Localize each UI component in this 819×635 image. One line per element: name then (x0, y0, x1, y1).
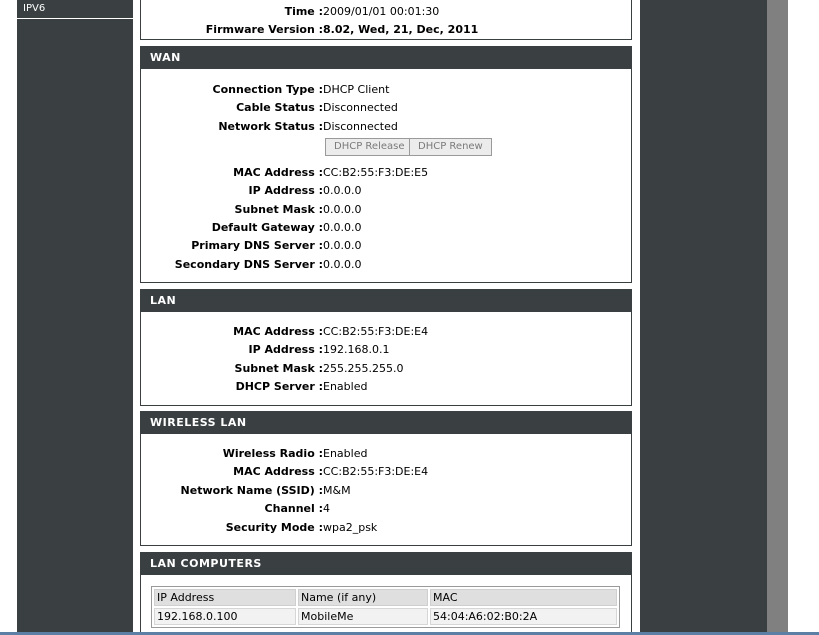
connection-type-label: Connection Type : (212, 83, 323, 96)
lan-ip-label: IP Address : (248, 343, 323, 356)
lan-subnet-value: 255.255.255.0 (323, 362, 404, 375)
wan-subnet-label: Subnet Mask : (234, 203, 323, 216)
wireless-lan-section (140, 411, 632, 546)
network-status-value: Disconnected (323, 120, 398, 133)
status-content (133, 0, 640, 632)
secondary-dns-value: 0.0.0.0 (323, 258, 362, 271)
secondary-dns-label: Secondary DNS Server : (174, 258, 323, 271)
wan-header: WAN (141, 47, 631, 69)
wan-mac-value: CC:B2:55:F3:DE:E5 (323, 166, 429, 179)
dhcp-release-button[interactable]: DHCP Release (325, 138, 413, 156)
wan-gateway-label: Default Gateway : (211, 221, 323, 234)
column-header-ip: IP Address (154, 589, 296, 606)
time-value: 2009/01/01 00:01:30 (323, 5, 440, 18)
left-navigation (17, 0, 133, 632)
general-section (140, 0, 632, 40)
cell-name: MobileMe (298, 608, 428, 625)
firmware-label: Firmware Version : (205, 23, 323, 36)
ssid-label: Network Name (SSID) : (180, 484, 323, 497)
right-panel (640, 0, 767, 632)
table-header-row (154, 589, 617, 606)
firmware-value: 8.02, Wed, 21, Dec, 2011 (323, 23, 479, 36)
wan-gateway-value: 0.0.0.0 (323, 221, 362, 234)
right-gray-bar (767, 0, 788, 632)
wan-mac-label: MAC Address : (233, 166, 323, 179)
wireless-lan-header: WIRELESS LAN (141, 412, 631, 434)
primary-dns-label: Primary DNS Server : (191, 239, 323, 252)
cable-status-value: Disconnected (323, 101, 398, 114)
wireless-radio-value: Enabled (323, 447, 368, 460)
nav-item-ipv6[interactable]: IPV6 (17, 0, 133, 19)
lan-mac-value: CC:B2:55:F3:DE:E4 (323, 325, 429, 338)
cell-mac: 54:04:A6:02:B0:2A (430, 608, 617, 625)
cable-status-label: Cable Status : (236, 101, 323, 114)
lan-computers-section (140, 552, 632, 635)
table-row (154, 608, 617, 625)
lan-header: LAN (141, 290, 631, 312)
wireless-mac-value: CC:B2:55:F3:DE:E4 (323, 465, 429, 478)
security-mode-value: wpa2_psk (323, 521, 378, 534)
lan-section (140, 289, 632, 406)
wan-ip-value: 0.0.0.0 (323, 184, 362, 197)
ssid-value: M&M (323, 484, 351, 497)
lan-ip-value: 192.168.0.1 (323, 343, 390, 356)
time-label: Time : (284, 5, 323, 18)
wireless-radio-label: Wireless Radio : (222, 447, 323, 460)
cell-ip: 192.168.0.100 (154, 608, 296, 625)
security-mode-label: Security Mode : (225, 521, 323, 534)
channel-label: Channel : (264, 502, 323, 515)
channel-value: 4 (323, 502, 330, 515)
lan-subnet-label: Subnet Mask : (234, 362, 323, 375)
primary-dns-value: 0.0.0.0 (323, 239, 362, 252)
dhcp-server-value: Enabled (323, 380, 368, 393)
wan-ip-label: IP Address : (248, 184, 323, 197)
lan-computers-header: LAN COMPUTERS (141, 553, 631, 575)
wireless-mac-label: MAC Address : (233, 465, 323, 478)
dhcp-renew-button[interactable]: DHCP Renew (409, 138, 492, 156)
column-header-name: Name (if any) (298, 589, 428, 606)
column-header-mac: MAC (430, 589, 617, 606)
network-status-label: Network Status : (218, 120, 323, 133)
lan-computers-table (151, 586, 620, 628)
dhcp-server-label: DHCP Server : (235, 380, 323, 393)
wan-subnet-value: 0.0.0.0 (323, 203, 362, 216)
connection-type-value: DHCP Client (323, 83, 390, 96)
lan-mac-label: MAC Address : (233, 325, 323, 338)
wan-section (140, 46, 632, 283)
